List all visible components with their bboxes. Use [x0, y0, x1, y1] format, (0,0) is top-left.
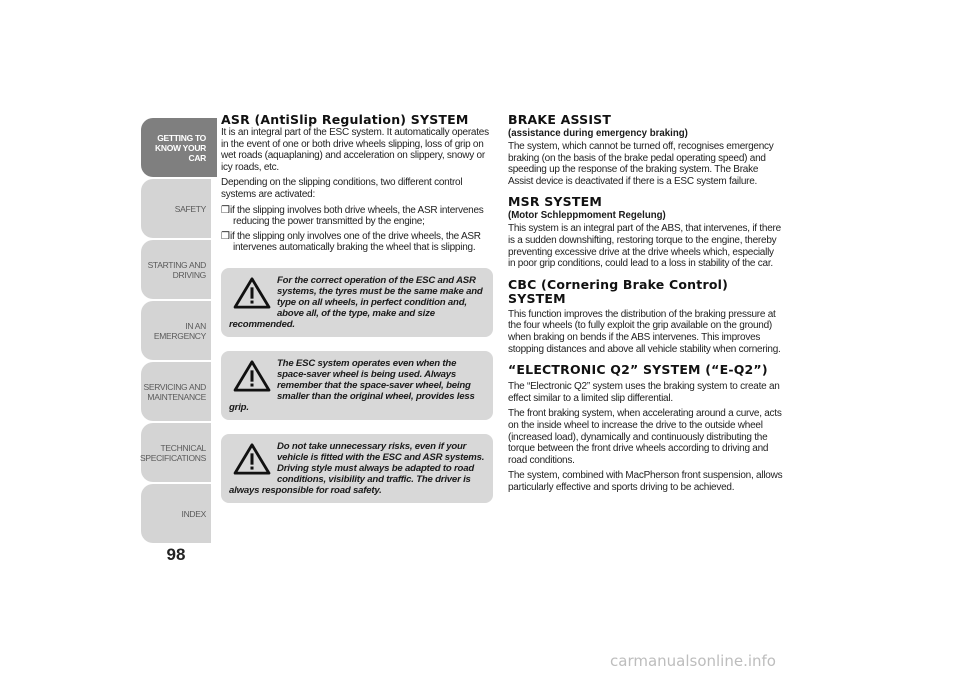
msr-section: [508, 195, 783, 269]
tab-in-an-emergency[interactable]: IN AN EMERGENCY: [141, 301, 211, 360]
warning-box-tyres: [221, 268, 493, 337]
right-column: [508, 113, 783, 501]
checkbox-bullet-icon: ❒: [221, 230, 230, 242]
warning-text: For the correct operation of the ESC and ASR systems, the tyres must be the same make and type on all wheels, in perfect condition and, above all, of the type, make and size recommended.: [229, 274, 483, 330]
warning-box-space-saver: [221, 351, 493, 420]
eq2-heading: “ELECTRONIC Q2” SYSTEM (“E-Q2”): [508, 362, 768, 378]
tab-getting-to-know-your-car[interactable]: GETTING TO KNOW YOUR CAR: [141, 118, 211, 177]
left-column: [221, 113, 493, 517]
tab-servicing-and-maintenance[interactable]: SERVICING AND MAINTENANCE: [141, 362, 211, 421]
eq2-paragraph-1: The “Electronic Q2” system uses the braking system to create an effect similar to a limited slip differential.: [508, 381, 780, 404]
brake-assist-heading: BRAKE ASSIST: [508, 112, 612, 127]
list-item: [221, 231, 493, 254]
page-number: 98: [166, 545, 186, 564]
tab-index[interactable]: INDEX: [141, 484, 211, 543]
brake-assist-section: [508, 113, 783, 187]
asr-bullet-list: [221, 205, 493, 254]
warning-triangle-icon: [233, 443, 271, 475]
eq2-paragraph-2: The front braking system, when accelerating around a curve, acts on the inside wheel to increase the drive to the outside wheel (increased load), dynamically and continuously distributing the torque between the front drive wheels according to driving and road conditions.: [508, 408, 782, 466]
msr-subheading: (Motor Schleppmoment Regelung): [508, 209, 666, 222]
asr-paragraph-1: It is an integral part of the ESC system. It automatically operates in the event of one or both drive wheels slipping, loss of grip on wet roads (aquaplaning) and acceleration on slippery, snowy or icy roads, etc.: [221, 127, 489, 173]
list-item: [221, 205, 493, 228]
checkbox-bullet-icon: ❒: [221, 204, 230, 216]
brake-assist-paragraph: The system, which cannot be turned off, recognises emergency braking (on the basis of the brake pedal operating speed) and speeding up the response of the braking system. The Brake Assist device is deactivated if there is a ESC system failure.: [508, 141, 774, 187]
watermark-text: carmanualsonline.info: [610, 652, 776, 670]
warning-box-driving-style: [221, 434, 493, 503]
eq2-paragraph-3: The system, combined with MacPherson front suspension, allows particularly effective and sports driving to be achieved.: [508, 470, 783, 493]
chapter-tabs: [141, 118, 211, 545]
list-item-text: if the slipping only involves one of the drive wheels, the ASR intervenes automatically braking the wheel that is slipping.: [230, 230, 481, 254]
msr-heading: MSR SYSTEM: [508, 194, 602, 210]
warning-text: Do not take unnecessary risks, even if your vehicle is fitted with the ESC and ASR systems. Driving style must always be adapted to road conditions, visibility and traffic. The driver is always responsible for road safety.: [229, 440, 485, 496]
brake-assist-subheading: (assistance during emergency braking): [508, 127, 688, 139]
tab-safety[interactable]: SAFETY: [141, 179, 211, 238]
warning-triangle-icon: [233, 277, 271, 309]
cbc-heading: CBC (Cornering Brake Control) SYSTEM: [508, 276, 729, 306]
msr-paragraph: This system is an integral part of the ABS, that intervenes, if there is a sudden downshifting, restoring torque to the engine, thereby preventing excessive drive at the drive wheels which, especially in poor grip conditions, could lead to a loss in stability of the car.: [508, 223, 781, 270]
tab-technical-specifications[interactable]: TECHNICAL SPECIFICATIONS: [141, 423, 211, 482]
asr-heading: ASR (AntiSlip Regulation) SYSTEM: [221, 112, 469, 127]
warning-triangle-icon: [233, 360, 271, 392]
warning-text: The ESC system operates even when the space-saver wheel is being used. Always remember that the space-saver wheel, being smaller than the original wheel, provides less grip.: [229, 357, 475, 413]
cbc-paragraph: This function improves the distribution of the braking pressure at the four wheels (to fully exploit the grip available on the ground) when braking on bends if the ABS intervenes. This improves stopping distances and above all vehicle stability when cornering.: [508, 308, 781, 355]
tab-starting-and-driving[interactable]: STARTING AND DRIVING: [141, 240, 211, 299]
eq2-section: [508, 363, 783, 493]
asr-paragraph-2: Depending on the slipping conditions, two different control systems are activated:: [221, 177, 463, 200]
list-item-text: if the slipping involves both drive wheels, the ASR intervenes reducing the power transmitted by the engine;: [230, 204, 484, 228]
cbc-section: [508, 278, 783, 355]
